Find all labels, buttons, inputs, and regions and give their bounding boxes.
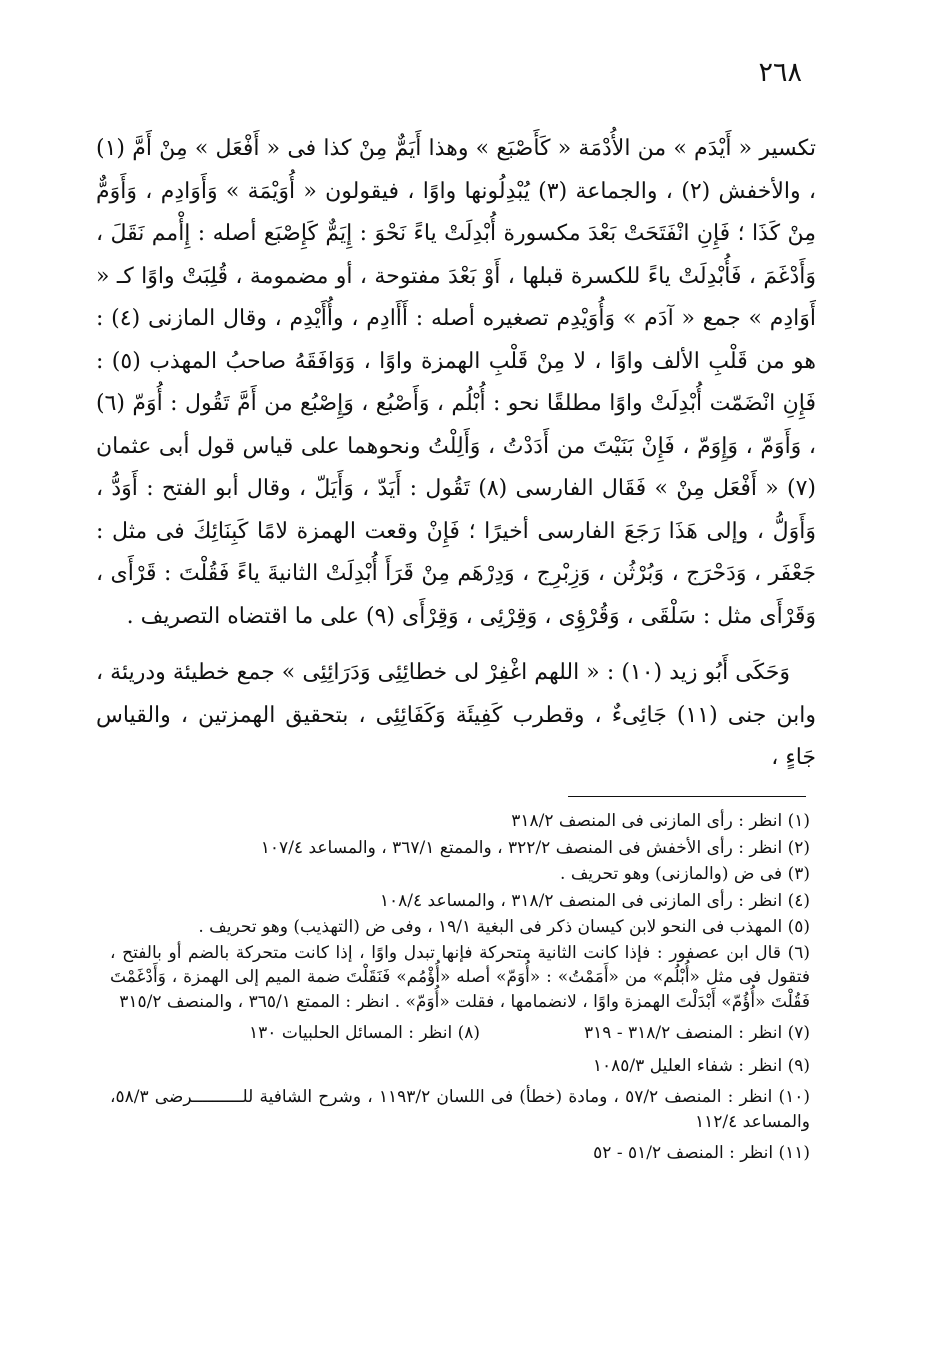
footnote-row-7-8 [110,1020,810,1047]
footnote-divider [568,796,806,797]
footnote-9: (٩) انظر : شفاء العليل ١٠٨٥/٣ [592,1055,810,1076]
footnote-3: (٣) فى ض (والمازنى) وهو تحريف . [560,864,810,884]
footnote-6: (٦) قال ابن عصفور : فإذا كانت الثانية متحركة فإنها تبدل واوًا ، إذا كانت متحركة بالضم أو بالفتح ، فتقول فى مثل «أُبْلُم» من «أَمَمْتُ» : «أُوَمّ» أصله «أُؤْمُم» فَنَقَلْتَ ضمة الميم إلى الهمزة ، وَأَدْغَمْتَ فَقُلْتَ «أُؤُمّ» أَبْدَلْتَ الهمزة واوًا ، لانضمامها ، فقلت «أُوَمّ» . انظر : الممتع ٣٦٥/١ ، والمنصف ٣١٥/٢ [110,942,810,1012]
main-text [96,128,816,780]
footnote-5: (٥) المهذب فى النحو لابن كيسان ذكر فى البغية ١٩/١ ، وفى ض (التهذيب) وهو تحريف . [198,917,810,937]
page-number: ٢٦٨ [758,57,802,88]
footnote-2: (٢) انظر : رأى الأخفش فى المنصف ٣٢٢/٢ ، والممتع ٣٦٧/١ ، والمساعد ١٠٧/٤ [260,837,810,858]
footnote-8: (٨) انظر : المسائل الحلبيات ١٣٠ [249,1023,480,1043]
footnote-10: (١٠) انظر : المنصف ٥٧/٢ ، ومادة (خطأ) فى اللسان ١١٩٣/٢ ، وشرح الشافية للــــــــــرضى ٥٨/٣، والمساعد ١١٢/٤ [110,1087,810,1132]
footnote-11: (١١) انظر : المنصف ٥١/٢ - ٥٢ [593,1143,810,1163]
paragraph-1: تكسير « أَيْدَم » من الأُدْمَة « كَأَصْبَع » وهذا أَيَمٌّ مِنْ كذا فى « أَفْعَل » مِنْ أَمَّ (١) ، والأخفش (٢) ، والجماعة (٣) يُبْدِلُونها واوًا ، فيقولون « أُوَيْمَة » وَأَوَادِم ، وَأَوَمٌّ مِنْ كَذَا ؛ فَإِنِ انْفَتَحَتْ بَعْدَ مكسورة أُبْدِلَتْ ياءً نَحْوَ : إِيَمٌّ كَإِصْبَع أصله : إِأْمم نَقَلَ ، وَأَدْغَمَ ، فَأُبْدِلَتْ ياءً للكسرة قبلها ، أَوْ بَعْدَ مفتوحة ، أو مضمومة ، قُلِبَتْ واوًا كـ « أَوَادِم » جمع « آدَم » وَأُوَيْدِم تصغيره أصله : أَأَادِم ، وأُأَيْدِم ، وقال المازنى (٤) : هو من قَلْبِ الألف واوًا ، لا مِنْ قَلْبِ الهمزة واوًا ، وَوَافَقَهُ صاحبُ المهذب (٥) : فَإِنِ انْضَمّت أُبْدِلَتْ واوًا مطلقًا نحو : أُبْلُم ، وَأَصْبُع ، وَإِصْبُع من أَمَّ تَقُول : أُوَمّ (٦) ، وَأَوَمّ ، وَإِوَمّ ، فَإِنْ بَنَيْتَ من أَدَدْتُ ، وَأَلِلْتُ ونحوهما على قياس قول أبى عثمان (٧) « أَفْعَل مِنْ » فَقَال الفارسى (٨) تَقُول : أَيَدّ ، وَأَيَلّ ، وقال أبو الفتح : أَوَدُّ ، وَأَوَلُّ ، وإلى هَذَا رَجَعَ الفارسى أخيرًا ؛ فَإِنْ وقعت الهمزة لامًا كَبِنَائِكَ فى مثل : جَعْفَر ، وَدَحْرَج ، وَبُرْثُن ، وَزِبْرِج ، وَدِرْهَم مِنْ قَرَأَ أُبْدِلَتْ الثانيةَ ياءً فَقُلْتَ : قَرْأَى ، وَقَرْأَى مثل : سَلْقَى ، وَقُرْؤِى ، وَقِرْئِى ، وَقِرْأَى (٩) على ما اقتضاه التصريف . [96,136,817,629]
footnote-7: (٧) انظر : المنصف ٣١٨/٢ - ٣١٩ [584,1023,810,1043]
footnote-1: (١) انظر : رأى المازنى فى المنصف ٣١٨/٢ [511,811,810,831]
paragraph-2: وَحَكَى أَبُو زيد (١٠) : « اللهم اغْفِرْ لى خطائِئِى وَدَرَائِئِى » جمع خطيئة ودريئة ، وابن جنى (١١) جَائِىءٌ ، وقطرب كَفِيئَة وَكَفَائِئِى ، بتحقيق الهمزتين ، والقياس جَاءٍ ، [96,660,816,770]
footnotes [110,808,810,1167]
footnote-4: (٤) انظر : رأى المازنى فى المنصف ٣١٨/٢ ، والمساعد ١٠٨/٤ [379,890,810,911]
